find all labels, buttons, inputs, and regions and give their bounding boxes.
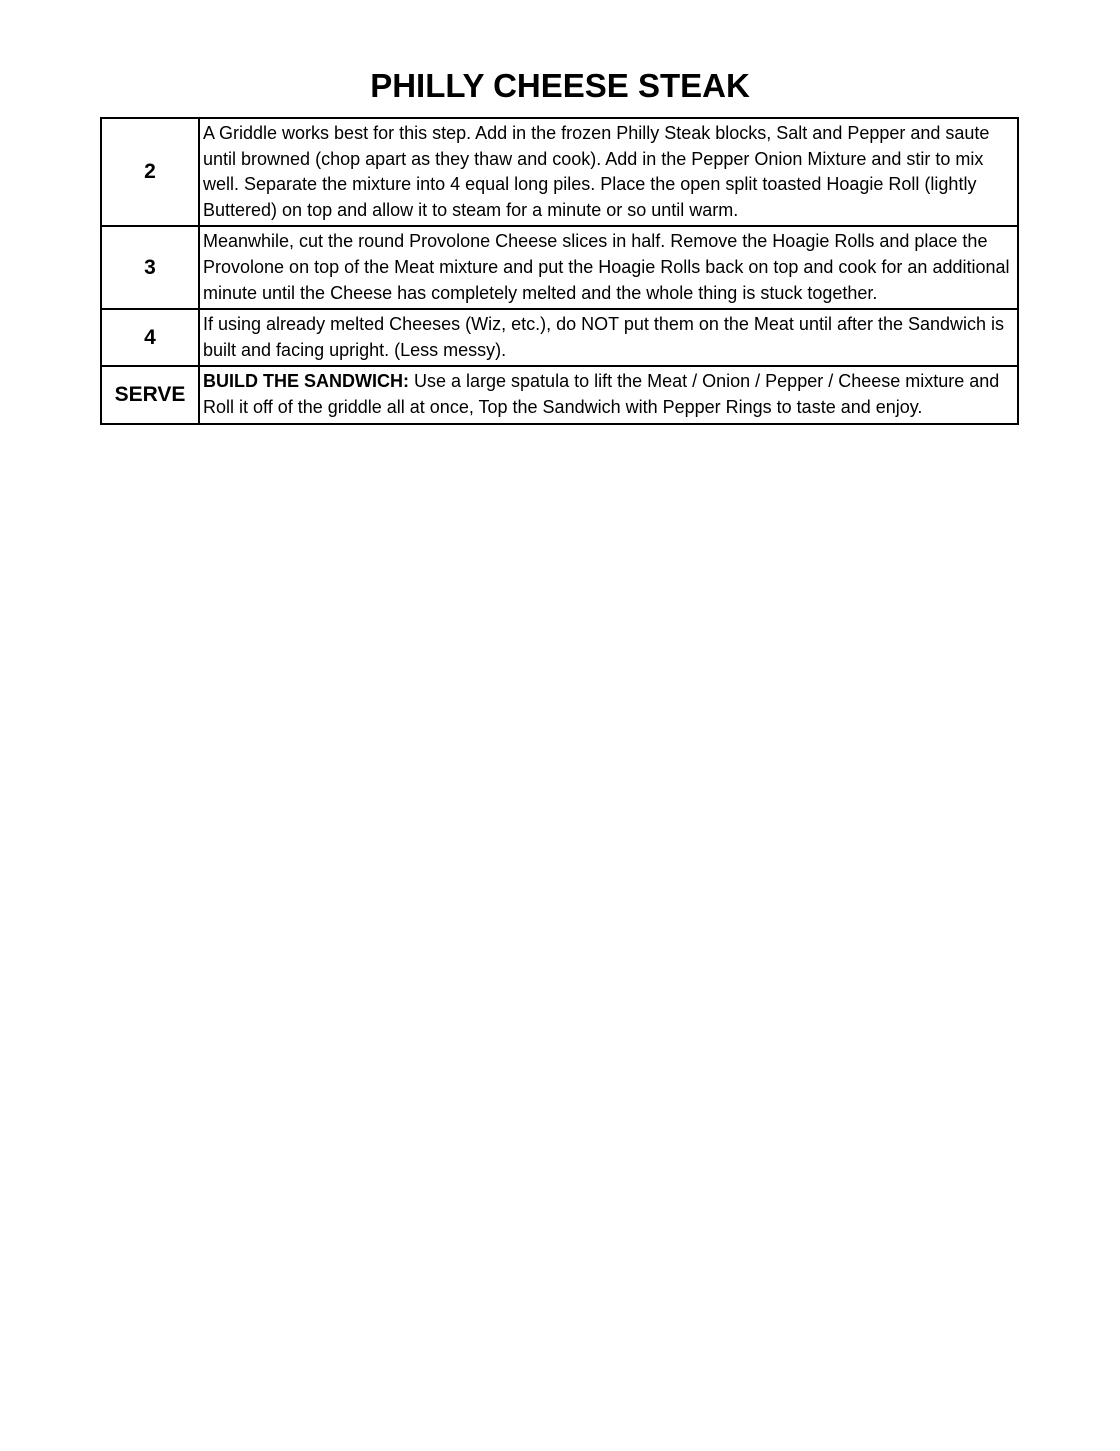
step-number: 2 [101, 118, 199, 226]
table-row [101, 118, 1018, 226]
step-text: Use a large spatula to lift the Meat / Onion / Pepper / Cheese mixture and Roll it off of the griddle all at once, Top the Sandwich with Pepper Rings to taste and enjoy. [203, 371, 1000, 417]
step-instructions [199, 309, 1018, 366]
step-number: 4 [101, 309, 199, 366]
step-text: If using already melted Cheeses (Wiz, etc.), do NOT put them on the Meat until after the Sandwich is built and facing upright. (Less messy). [203, 314, 1005, 360]
step-number: SERVE [101, 366, 199, 423]
table-row [101, 366, 1018, 423]
step-instructions [199, 226, 1018, 309]
step-instructions [199, 366, 1018, 423]
step-text: Meanwhile, cut the round Provolone Cheese slices in half. Remove the Hoagie Rolls and place the Provolone on top of the Meat mixture and put the Hoagie Rolls back on top and cook for an additional minute until the Cheese has completely melted and the whole thing is stuck together. [203, 231, 1010, 303]
recipe-steps-table [100, 117, 1019, 425]
step-text: A Griddle works best for this step. Add in the frozen Philly Steak blocks, Salt and Pepper and saute until browned (chop apart as they thaw and cook). Add in the Pepper Onion Mixture and stir to mix well. Separate the mixture into 4 equal long piles. Place the open split toasted Hoagie Roll (lightly Buttered) on top and allow it to steam for a minute or so until warm. [203, 123, 990, 220]
step-instructions [199, 118, 1018, 226]
page-title: PHILLY CHEESE STEAK [370, 67, 750, 104]
table-row [101, 309, 1018, 366]
table-row [101, 226, 1018, 309]
step-number: 3 [101, 226, 199, 309]
step-lead: BUILD THE SANDWICH: [203, 371, 409, 392]
